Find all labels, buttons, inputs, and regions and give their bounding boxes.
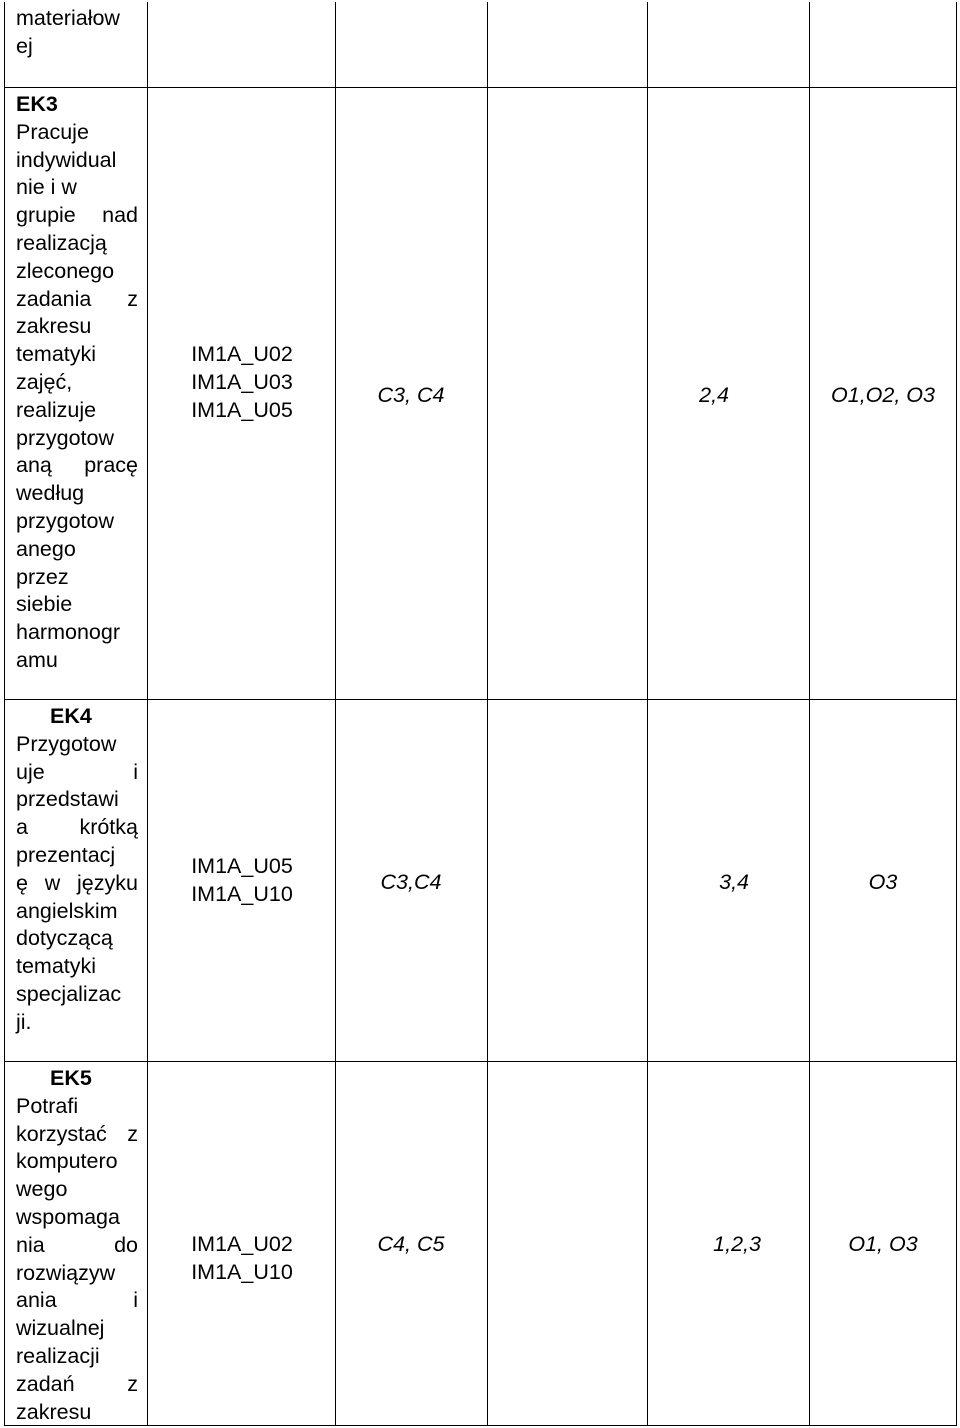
course-goals: C4, C5 bbox=[377, 1232, 445, 1256]
description-line: anego bbox=[16, 536, 76, 561]
outcome-code: EK3 bbox=[16, 92, 58, 116]
course-forms: 3,4 bbox=[719, 870, 749, 894]
description-line: Pracuje bbox=[16, 119, 89, 144]
description-line: wspomaga bbox=[16, 1204, 120, 1229]
program-outcomes bbox=[149, 853, 335, 909]
description-line: grupie nad bbox=[16, 203, 138, 228]
table-row bbox=[5, 2, 957, 88]
course-goals: C3,C4 bbox=[380, 870, 442, 894]
assessment-methods: O1, O3 bbox=[848, 1232, 918, 1256]
description-line: wizualnej bbox=[16, 1316, 105, 1341]
description-line: zajęć, bbox=[16, 369, 73, 394]
assessment-methods: O3 bbox=[868, 870, 898, 894]
description-line: nie i w bbox=[16, 175, 77, 200]
description-line: rozwiązyw bbox=[16, 1260, 116, 1285]
description-line: przez bbox=[16, 564, 69, 589]
description-line: dotyczącą bbox=[16, 926, 113, 951]
program-outcome-code: IM1A_U03 bbox=[191, 369, 293, 394]
description-line: materiałow bbox=[16, 6, 120, 30]
outcome-description bbox=[16, 91, 138, 675]
program-outcome-code: IM1A_U05 bbox=[191, 854, 293, 878]
description-line: realizuje bbox=[16, 397, 97, 422]
description-line: zadania z bbox=[16, 286, 138, 311]
description-line: przedstawi bbox=[16, 787, 119, 812]
description-line: zakresu bbox=[16, 314, 92, 339]
outcome-code: EK5 bbox=[50, 1066, 92, 1090]
description-line: ji. bbox=[16, 1009, 32, 1034]
description-line: aną pracę bbox=[16, 453, 138, 478]
description-line: tematyki bbox=[16, 954, 97, 979]
table-row bbox=[5, 88, 957, 700]
description-line: komputero bbox=[16, 1149, 118, 1174]
description-line: prezentacj bbox=[16, 842, 116, 867]
description-line: harmonogr bbox=[16, 620, 120, 645]
description-line: indywidual bbox=[16, 147, 117, 172]
outcome-code: EK4 bbox=[50, 704, 92, 728]
description-line: Potrafi bbox=[16, 1093, 79, 1118]
description-line: ę w języku bbox=[16, 870, 138, 895]
course-forms: 2,4 bbox=[699, 383, 729, 407]
assessment-methods: O1,O2, O3 bbox=[831, 383, 935, 407]
description-line: ania i bbox=[16, 1288, 138, 1313]
program-outcome-code: IM1A_U05 bbox=[191, 397, 293, 422]
program-outcome-code: IM1A_U02 bbox=[191, 342, 293, 366]
program-outcomes bbox=[149, 1231, 335, 1287]
program-outcome-code: IM1A_U02 bbox=[191, 1232, 293, 1256]
table-row bbox=[5, 1062, 957, 1426]
description-line: wego bbox=[16, 1177, 68, 1202]
description-line: angielskim bbox=[16, 898, 118, 923]
description-line: ej bbox=[16, 33, 33, 58]
outcome-description bbox=[16, 1065, 138, 1426]
outcome-description bbox=[16, 5, 138, 61]
program-outcomes bbox=[149, 341, 335, 424]
program-outcome-code: IM1A_U10 bbox=[191, 1259, 293, 1284]
description-line: realizacją bbox=[16, 230, 107, 255]
description-line: przygotow bbox=[16, 425, 114, 450]
description-line: siebie bbox=[16, 592, 73, 617]
description-line: uje i bbox=[16, 759, 138, 784]
description-line: specjalizac bbox=[16, 981, 122, 1006]
description-line: korzystać z bbox=[16, 1121, 138, 1146]
course-goals: C3, C4 bbox=[377, 383, 445, 407]
description-line: zakresu bbox=[16, 1399, 92, 1424]
description-line: realizacji bbox=[16, 1343, 100, 1368]
description-line: zleconego bbox=[16, 258, 115, 283]
learning-outcomes-table bbox=[4, 2, 957, 1426]
description-line: według bbox=[16, 481, 85, 506]
description-line: Przygotow bbox=[16, 731, 117, 756]
description-line: zadań z bbox=[16, 1371, 138, 1396]
outcome-description bbox=[16, 703, 138, 1037]
course-forms: 1,2,3 bbox=[713, 1232, 761, 1256]
program-outcome-code: IM1A_U10 bbox=[191, 881, 293, 906]
description-line: amu bbox=[16, 647, 58, 672]
table-row bbox=[5, 700, 957, 1062]
description-line: przygotow bbox=[16, 508, 114, 533]
description-line: tematyki bbox=[16, 342, 97, 367]
description-line: a krótką bbox=[16, 815, 138, 840]
description-line: nia do bbox=[16, 1232, 138, 1257]
